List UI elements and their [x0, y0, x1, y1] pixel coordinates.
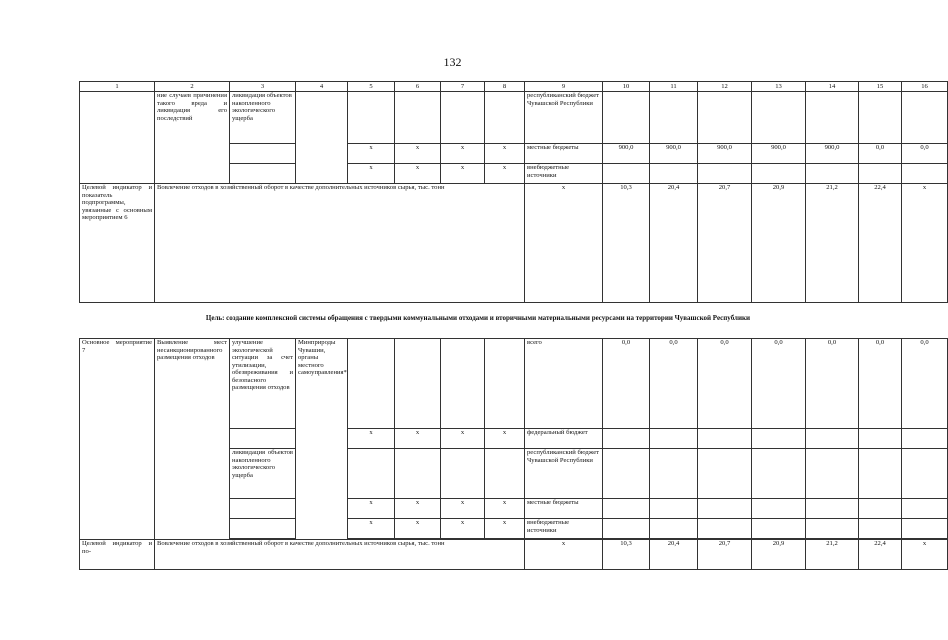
funding-source-cell: внебюджетные источники — [525, 164, 603, 184]
value-cell: 0,0 — [859, 339, 902, 429]
table-row: x x x x внебюджетные источники — [80, 519, 948, 539]
task-cell: ликвидация объектов накопленного экологического ущерба — [230, 449, 296, 499]
column-header: 8 — [485, 82, 525, 92]
column-header: 10 — [603, 82, 650, 92]
funding-source-cell: республиканский бюджет Чувашской Республики — [525, 92, 603, 144]
funding-source-cell: республиканский бюджет Чувашской Республики — [525, 449, 603, 499]
value-cell: 0,0 — [650, 339, 698, 429]
event-name-cell: ние случаев причинения такого вреда и ликвидация его последствий — [155, 92, 230, 184]
column-header: 6 — [395, 82, 441, 92]
value-cell: 22,4 — [859, 540, 902, 570]
value-cell: 0,0 — [698, 339, 752, 429]
executor-cell — [296, 92, 348, 184]
indicator-text: Вовлечение отходов в хозяйственный оборот в качестве дополнительных источников сырья, тыс. тонн — [155, 540, 525, 570]
funding-source-cell: внебюджетные источники — [525, 519, 603, 539]
value-cell: 21,2 — [806, 540, 859, 570]
funding-source-cell: местные бюджеты — [525, 499, 603, 519]
task-cell: улучшение экологической ситуации за счет утилизации, обезвреживания и безопасного размещения отходов — [230, 339, 296, 429]
column-header: 2 — [155, 82, 230, 92]
funding-source-cell: федеральный бюджет — [525, 429, 603, 449]
indicator-text: Вовлечение отходов в хозяйственный оборот в качестве дополнительных источников сырья, тыс. тонн — [155, 184, 525, 303]
value-cell: 900,0 — [806, 144, 859, 164]
column-header: 13 — [752, 82, 806, 92]
column-header: 14 — [806, 82, 859, 92]
executor-cell: Минприроды Чувашии, органы местного самоуправления* — [296, 339, 348, 540]
column-header: 4 — [296, 82, 348, 92]
program-table-part-1 — [79, 81, 948, 303]
value-cell: 0,0 — [902, 339, 948, 429]
column-header: 16 — [902, 82, 948, 92]
value-cell: 20,7 — [698, 184, 752, 303]
table-row: x x x x внебюджетные источники — [80, 164, 948, 184]
value-cell: 0,0 — [806, 339, 859, 429]
value-cell: 0,0 — [902, 144, 948, 164]
indicator-label: Целевой индикатор и показатель подпрограммы, увязанные с основным мероприятием 6 — [80, 184, 155, 303]
table-row: x x x x местные бюджеты 900,0 900,0 900,0 900,0 900,0 0,0 0,0 — [80, 144, 948, 164]
indicator-row: Целевой индикатор и по- Вовлечение отходов в хозяйственный оборот в качестве дополнительных источников сырья, тыс. тонн x 10,3 20,4 20,7 20,9 21,2 22,4 x — [80, 540, 948, 570]
value-cell: 900,0 — [752, 144, 806, 164]
indicator-row: Целевой индикатор и показатель подпрограммы, увязанные с основным мероприятием 6 Вовлечение отходов в хозяйственный оборот в качестве дополнительных источников сырья, тыс. тонн x 10,3 20,4 20,7 20,9 21,2 22,4 x — [80, 184, 948, 303]
program-table-part-2 — [79, 338, 948, 570]
column-header: 7 — [441, 82, 485, 92]
value-cell: 20,4 — [650, 184, 698, 303]
cell-empty — [80, 92, 155, 184]
column-header: 15 — [859, 82, 902, 92]
value-cell: 21,2 — [806, 184, 859, 303]
funding-source-cell: всего — [525, 339, 603, 429]
value-cell: 22,4 — [859, 184, 902, 303]
column-header: 5 — [348, 82, 395, 92]
event-label: Основное мероприятие 7 — [80, 339, 155, 540]
funding-source-cell: местные бюджеты — [525, 144, 603, 164]
table-row — [80, 339, 948, 429]
table-row — [80, 92, 948, 144]
value-cell: 0,0 — [603, 339, 650, 429]
indicator-label: Целевой индикатор и по- — [80, 540, 155, 570]
column-number-row — [80, 82, 948, 92]
value-cell: 20,7 — [698, 540, 752, 570]
value-cell: x — [902, 540, 948, 570]
value-cell: 900,0 — [698, 144, 752, 164]
column-header: 9 — [525, 82, 603, 92]
goal-heading: Цель: создание комплексной системы обращения с твердыми коммунальными отходами и вторичными материальными ресурсами на территории Чувашской Республики — [205, 314, 751, 322]
column-header: 11 — [650, 82, 698, 92]
value-cell: 20,9 — [752, 184, 806, 303]
value-cell: 10,3 — [603, 184, 650, 303]
value-cell: 10,3 — [603, 540, 650, 570]
task-cell: ликвидация объектов накопленного экологического ущерба — [230, 92, 296, 144]
column-header: 12 — [698, 82, 752, 92]
value-cell: 900,0 — [650, 144, 698, 164]
table-row: x x x x федеральный бюджет — [80, 429, 948, 449]
value-cell: 20,4 — [650, 540, 698, 570]
value-cell: 900,0 — [603, 144, 650, 164]
table-row: x x x x местные бюджеты — [80, 499, 948, 519]
event-name-cell: Выявление мест несанкционированного размещения отходов — [155, 339, 230, 540]
page-number: 132 — [443, 55, 462, 69]
value-cell: 20,9 — [752, 540, 806, 570]
value-cell: 0,0 — [859, 144, 902, 164]
value-cell: x — [902, 184, 948, 303]
value-cell: 0,0 — [752, 339, 806, 429]
column-header: 1 — [80, 82, 155, 92]
column-header: 3 — [230, 82, 296, 92]
